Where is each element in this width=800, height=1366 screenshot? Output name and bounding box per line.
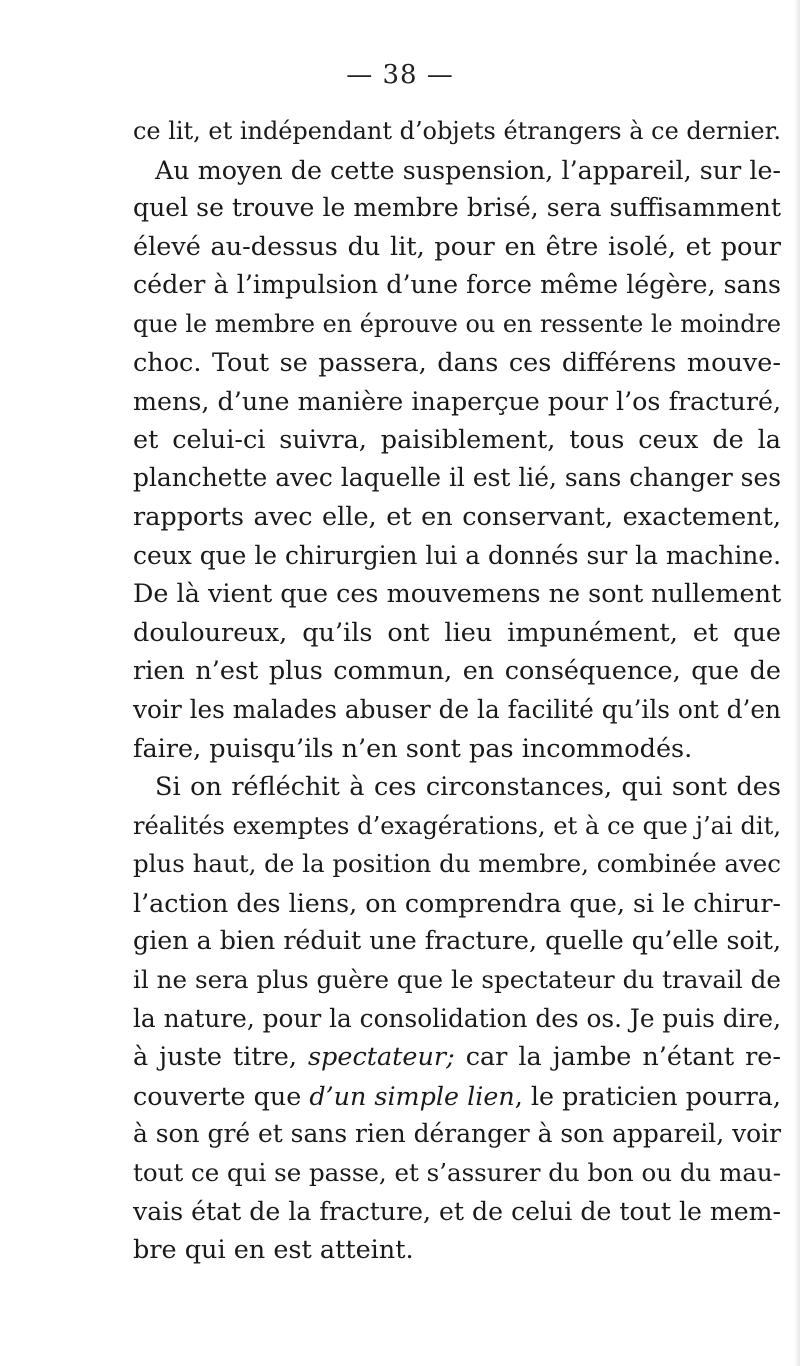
italic-term: d’un simple lien <box>309 1080 515 1111</box>
body-text <box>133 112 781 1270</box>
text-line <box>133 1077 781 1116</box>
text-line: planchette avec laquelle il est lié, sans changer ses <box>133 463 781 493</box>
text-line: rapports avec elle, et en conservant, exactement, <box>133 501 781 532</box>
text-segment: , le praticien pourra, <box>514 1080 781 1111</box>
text-line: tout ce qui se passe, et s’assurer du bon ou du mau- <box>133 1158 781 1188</box>
text-segment: car la jambe n’étant re- <box>454 1042 781 1073</box>
text-line: voir les malades abuser de la facilité qu’ils ont d’en <box>133 694 781 724</box>
text-line: faire, puisqu’ils n’en sont pas incommodés. <box>133 733 693 764</box>
text-line: vais état de la fracture, et de celui de tout le mem- <box>133 1196 781 1226</box>
text-line: ceux que le chirurgien lui a donnés sur la machine. <box>133 540 781 570</box>
text-line: et celui-ci suivra, paisiblement, tous ceux de la <box>133 424 781 455</box>
text-line: céder à l’impulsion d’une force même légère, sans <box>133 270 781 300</box>
text-line: la nature, pour la consolidation des os. Je puis dire, <box>133 1003 781 1033</box>
italic-term: spectateur; <box>307 1042 455 1073</box>
text-line: choc. Tout se passera, dans ces différens mouve- <box>133 347 781 378</box>
text-line: bre qui en est atteint. <box>133 1235 414 1266</box>
text-line <box>133 1038 781 1077</box>
text-line: rien n’est plus commun, en conséquence, que de <box>133 656 781 687</box>
text-line: réalités exemptes d’exagérations, et à ce que j’ai dit, <box>133 811 781 840</box>
text-line: Au moyen de cette suspension, l’appareil, sur le- <box>155 154 781 185</box>
text-line: gien a bien réduit une fracture, quelle qu’elle soit, <box>133 926 781 956</box>
text-line: mens, d’une manière inaperçue pour l’os fracturé, <box>133 386 781 417</box>
text-line: quel se trouve le membre brisé, sera suffisamment <box>133 193 781 223</box>
page-number: — 38 — <box>346 60 454 90</box>
text-segment: couverte que <box>133 1080 310 1111</box>
text-line: que le membre en éprouve ou en ressente le moindre <box>133 309 781 338</box>
text-line: à son gré et sans rien déranger à son appareil, voir <box>133 1119 782 1149</box>
page-edge <box>794 0 800 1366</box>
text-line: ce lit, et indépendant d’objets étrangers à ce dernier. <box>133 117 781 145</box>
text-line: plus haut, de la position du membre, combinée avec <box>133 849 781 879</box>
text-line: il ne sera plus guère que le spectateur du travail de <box>133 965 781 995</box>
text-segment: à juste titre, <box>133 1042 308 1073</box>
text-line: l’action des liens, on comprendra que, si le chirur- <box>133 887 781 918</box>
text-line: Si on réfléchit à ces circonstances, qui sont des <box>155 772 781 803</box>
text-line: élevé au-dessus du lit, pour en être isolé, et pour <box>133 231 781 262</box>
text-line: De là vient que ces mouvemens ne sont nullement <box>133 579 782 610</box>
text-line: douloureux, qu’ils ont lieu impunément, et que <box>133 617 781 648</box>
